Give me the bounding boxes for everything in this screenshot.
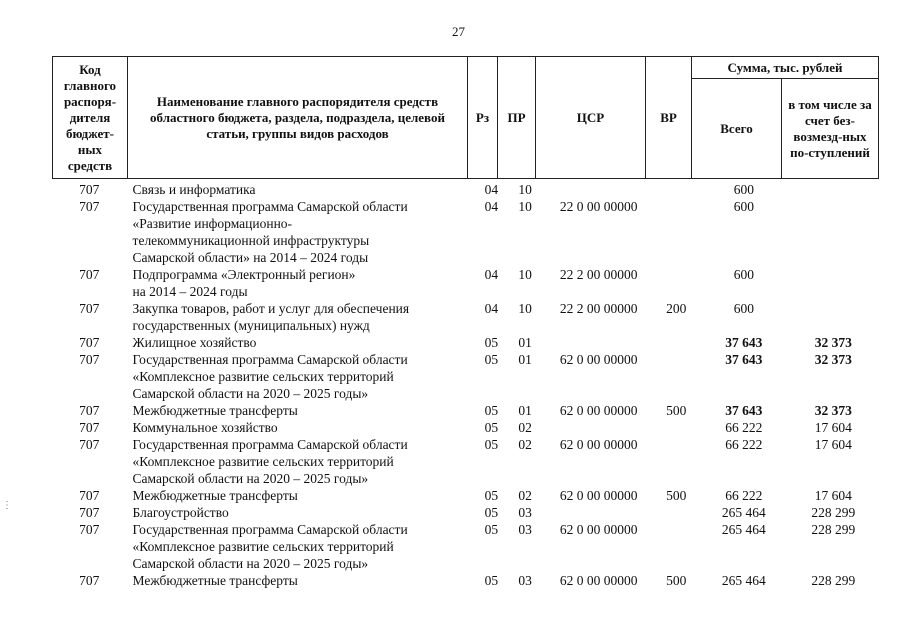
- row-code: 707: [79, 505, 100, 520]
- header-rz: Рз: [468, 57, 498, 179]
- row-name-line: «Развитие информационно-: [132, 216, 293, 231]
- row-free: 32 373: [814, 352, 852, 367]
- row-free: [789, 266, 878, 300]
- row-free: 17 604: [814, 420, 852, 435]
- row-vr: [653, 504, 699, 521]
- row-free: 228 299: [811, 522, 856, 537]
- page-number: 27: [452, 24, 465, 39]
- table-row: [52, 334, 878, 351]
- row-free: 17 604: [814, 437, 852, 452]
- row-code: 707: [79, 267, 100, 282]
- row-csr: [544, 504, 653, 521]
- row-name-line: Межбюджетные трансферты: [132, 573, 298, 588]
- row-pr: 02: [518, 437, 532, 452]
- header-code: Код главного распоря-дителя бюджет-ных средств: [53, 57, 128, 179]
- row-name: [127, 198, 471, 266]
- row-free: 17 604: [814, 488, 852, 503]
- row-rz: 05: [484, 505, 499, 520]
- row-total: 66 222: [725, 488, 763, 503]
- row-total: 66 222: [725, 420, 763, 435]
- row-name-line: Государственная программа Самарской области: [132, 352, 408, 367]
- table-row: [52, 419, 878, 436]
- row-name-line: Межбюджетные трансферты: [132, 488, 298, 503]
- header-total: Всего: [692, 79, 782, 179]
- row-rz: 04: [484, 301, 499, 316]
- row-vr: 200: [666, 301, 687, 316]
- row-free: 228 299: [811, 505, 856, 520]
- row-rz: 05: [484, 420, 499, 435]
- header-free: в том числе за счет без-возмезд-ных по-ступлений: [782, 79, 879, 179]
- row-name: [127, 572, 471, 589]
- row-name-line: Подпрограмма «Электронный регион»: [132, 267, 356, 282]
- row-vr: [653, 521, 699, 572]
- row-total: 66 222: [725, 437, 763, 452]
- table-row: [52, 266, 878, 300]
- row-csr: 62 0 00 00000: [559, 437, 638, 452]
- row-vr: [653, 334, 699, 351]
- row-name: [127, 300, 471, 334]
- row-csr: 62 0 00 00000: [559, 403, 638, 418]
- row-total: 600: [733, 301, 754, 316]
- row-free: [789, 181, 878, 198]
- table-row: [52, 198, 878, 266]
- row-name-line: Государственная программа Самарской области: [132, 522, 408, 537]
- row-code: 707: [79, 199, 100, 214]
- row-name-line: Закупка товаров, работ и услуг для обеспечения: [132, 301, 410, 316]
- row-csr: [544, 334, 653, 351]
- margin-mark: ⋮: [2, 500, 12, 511]
- table-body: [52, 181, 878, 589]
- row-rz: 05: [484, 437, 499, 452]
- row-rz: 05: [484, 573, 499, 588]
- row-name: [127, 419, 471, 436]
- table-row: [52, 181, 878, 198]
- row-rz: 04: [484, 182, 499, 197]
- row-code: 707: [79, 437, 100, 452]
- row-name: [127, 181, 471, 198]
- row-code: 707: [79, 182, 100, 197]
- row-name-line: Жилищное хозяйство: [132, 335, 257, 350]
- row-pr: 02: [518, 488, 532, 503]
- row-pr: 10: [518, 301, 532, 316]
- row-csr: 62 0 00 00000: [559, 488, 638, 503]
- row-total: 265 464: [721, 522, 766, 537]
- row-pr: 01: [518, 335, 532, 350]
- row-csr: 62 0 00 00000: [559, 522, 638, 537]
- row-total: 600: [733, 199, 754, 214]
- row-vr: [653, 181, 699, 198]
- row-pr: 10: [518, 199, 532, 214]
- row-name-line: телекоммуникационной инфраструктуры: [132, 233, 370, 248]
- row-name: [127, 521, 471, 572]
- row-name-line: на 2014 – 2024 годы: [132, 284, 248, 299]
- row-name-line: Благоустройство: [132, 505, 229, 520]
- table-row: [52, 487, 878, 504]
- header-pr: ПР: [498, 57, 536, 179]
- row-free: 32 373: [814, 335, 852, 350]
- table-row: [52, 402, 878, 419]
- table-row: [52, 521, 878, 572]
- row-csr: [544, 419, 653, 436]
- row-pr: 03: [518, 573, 532, 588]
- row-pr: 03: [518, 505, 532, 520]
- row-name-line: Связь и информатика: [132, 182, 256, 197]
- row-rz: 05: [484, 403, 499, 418]
- header-csr: ЦСР: [536, 57, 646, 179]
- row-vr: 500: [666, 573, 687, 588]
- row-rz: 05: [484, 352, 499, 367]
- row-name-line: Самарской области на 2020 – 2025 годы»: [132, 556, 369, 571]
- row-pr: 01: [518, 403, 532, 418]
- row-code: 707: [79, 403, 100, 418]
- row-name: [127, 351, 471, 402]
- table-row: [52, 300, 878, 334]
- row-csr: [544, 181, 653, 198]
- table-row: [52, 436, 878, 487]
- row-code: 707: [79, 301, 100, 316]
- table-row: [52, 572, 878, 589]
- row-rz: 04: [484, 267, 499, 282]
- row-pr: 10: [518, 182, 532, 197]
- row-vr: 500: [666, 488, 687, 503]
- row-free: 228 299: [811, 573, 856, 588]
- row-code: 707: [79, 522, 100, 537]
- row-vr: [653, 266, 699, 300]
- row-total: 265 464: [721, 505, 766, 520]
- row-name: [127, 402, 471, 419]
- row-code: 707: [79, 335, 100, 350]
- row-csr: 22 2 00 00000: [559, 301, 638, 316]
- row-csr: 22 2 00 00000: [559, 267, 638, 282]
- row-name-line: Межбюджетные трансферты: [132, 403, 298, 418]
- row-total: 37 643: [725, 335, 763, 350]
- row-name-line: государственных (муниципальных) нужд: [132, 318, 370, 333]
- row-name-line: Самарской области» на 2014 – 2024 годы: [132, 250, 369, 265]
- row-name-line: Самарской области на 2020 – 2025 годы»: [132, 471, 369, 486]
- row-total: 37 643: [725, 403, 763, 418]
- row-vr: [653, 436, 699, 487]
- header-sum: Сумма, тыс. рублей: [692, 57, 879, 79]
- row-code: 707: [79, 488, 100, 503]
- row-name: [127, 436, 471, 487]
- row-rz: 05: [484, 522, 499, 537]
- row-total: 600: [733, 182, 754, 197]
- row-name-line: «Комплексное развитие сельских территорий: [132, 454, 394, 469]
- row-name: [127, 266, 471, 300]
- row-pr: 03: [518, 522, 532, 537]
- row-code: 707: [79, 573, 100, 588]
- table-row: [52, 351, 878, 402]
- row-rz: 04: [484, 199, 499, 214]
- row-csr: 62 0 00 00000: [559, 573, 638, 588]
- row-free: [789, 198, 878, 266]
- row-name-line: «Комплексное развитие сельских территорий: [132, 369, 394, 384]
- row-name-line: Государственная программа Самарской области: [132, 437, 408, 452]
- row-total: 265 464: [721, 573, 766, 588]
- row-vr: 500: [666, 403, 687, 418]
- row-name-line: Коммунальное хозяйство: [132, 420, 278, 435]
- row-total: 37 643: [725, 352, 763, 367]
- row-code: 707: [79, 352, 100, 367]
- row-vr: [653, 419, 699, 436]
- table-row: [52, 504, 878, 521]
- row-vr: [653, 351, 699, 402]
- row-csr: 22 0 00 00000: [559, 199, 638, 214]
- row-pr: 01: [518, 352, 532, 367]
- row-name-line: «Комплексное развитие сельских территорий: [132, 539, 394, 554]
- table-header: [52, 56, 879, 179]
- row-name-line: Самарской области на 2020 – 2025 годы»: [132, 386, 369, 401]
- row-free: [789, 300, 878, 334]
- row-name: [127, 504, 471, 521]
- header-name: Наименование главного распорядителя средств областного бюджета, раздела, подраздела, целевой статьи, группы видов расходов: [128, 57, 468, 179]
- row-rz: 05: [484, 335, 499, 350]
- row-name: [127, 334, 471, 351]
- row-pr: 02: [518, 420, 532, 435]
- header-vr: ВР: [646, 57, 692, 179]
- row-name: [127, 487, 471, 504]
- row-code: 707: [79, 420, 100, 435]
- row-csr: 62 0 00 00000: [559, 352, 638, 367]
- row-free: 32 373: [814, 403, 852, 418]
- row-rz: 05: [484, 488, 499, 503]
- row-name-line: Государственная программа Самарской области: [132, 199, 408, 214]
- row-pr: 10: [518, 267, 532, 282]
- row-total: 600: [733, 267, 754, 282]
- row-vr: [653, 198, 699, 266]
